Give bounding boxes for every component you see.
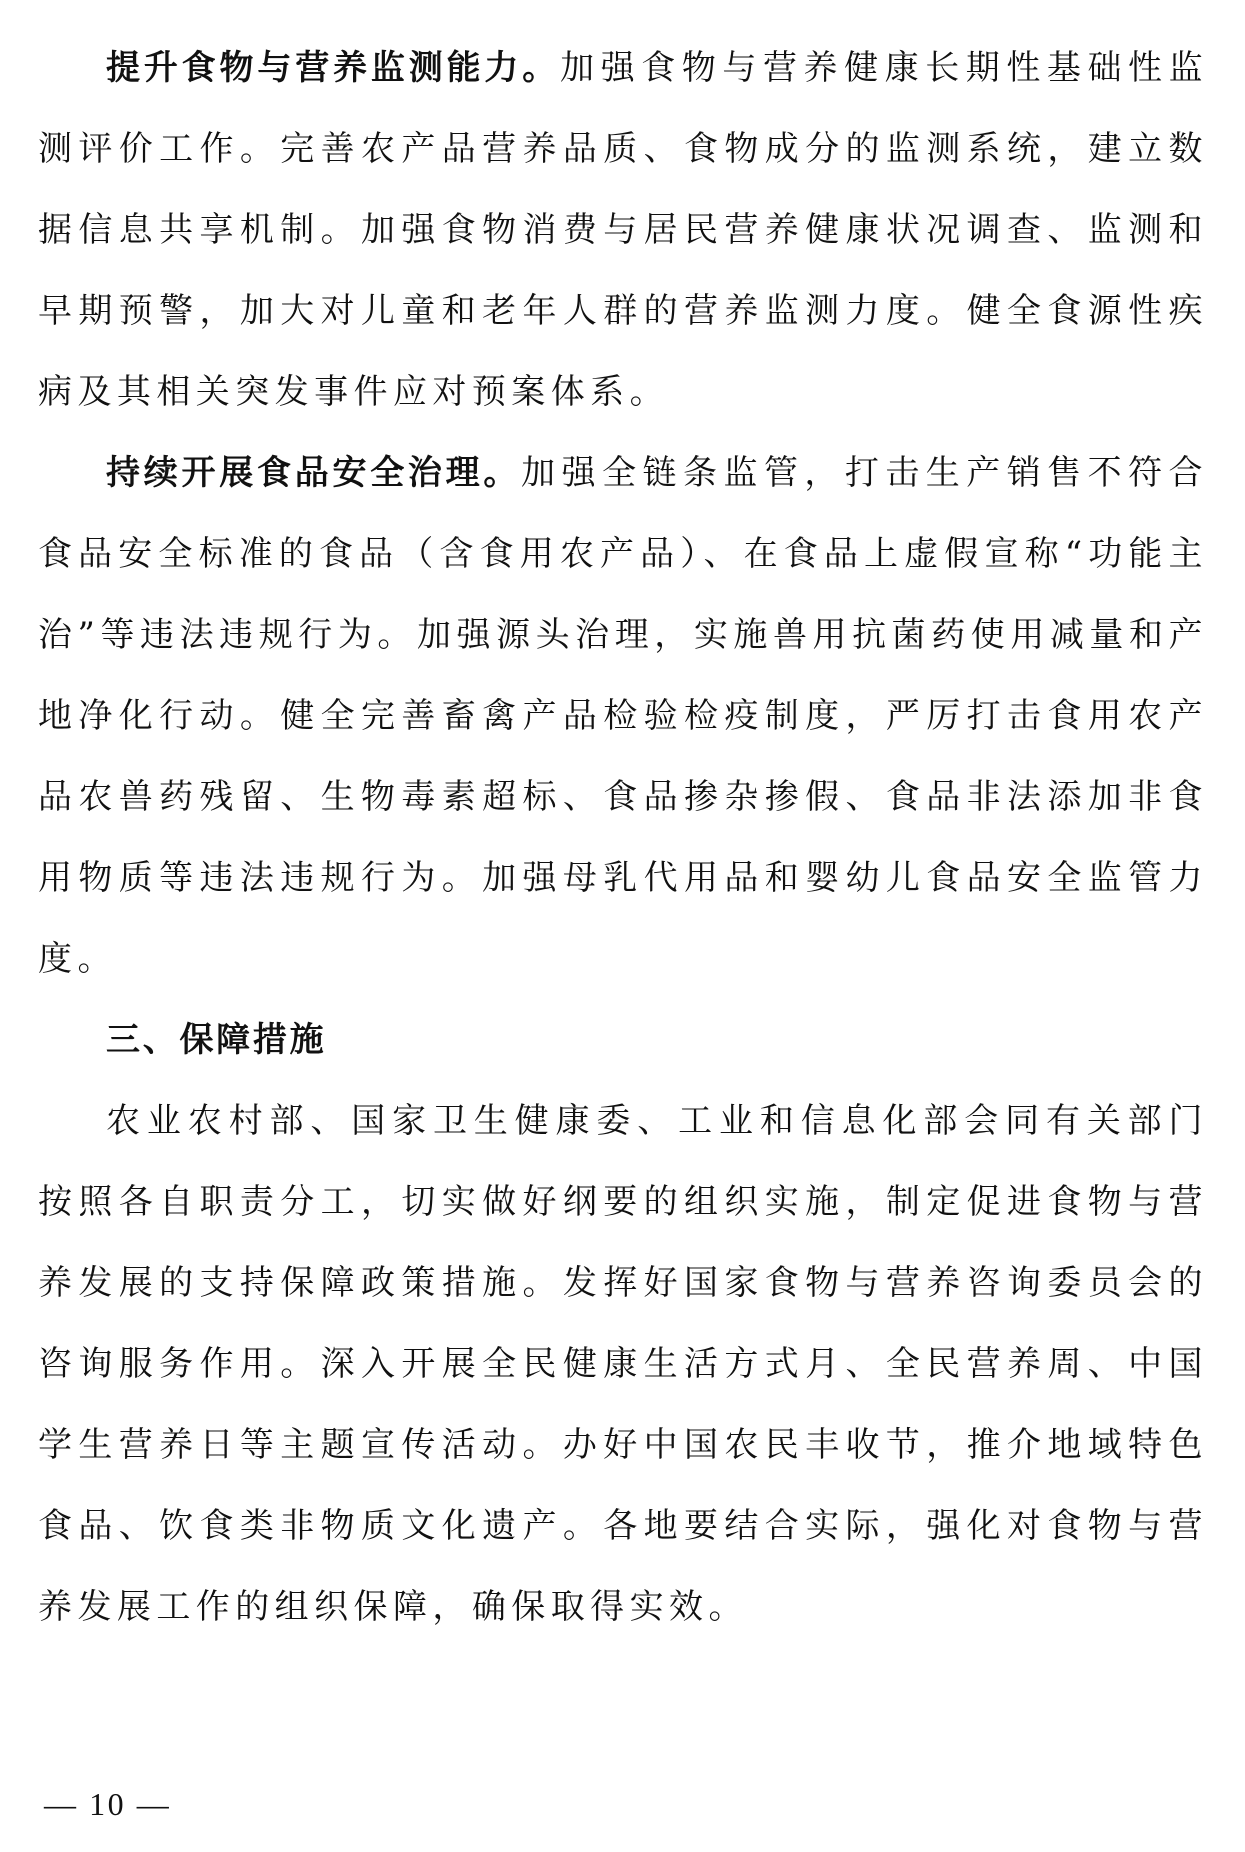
paragraph-lead-nutrition-monitoring: 提升食物与营养监测能力。 [106,48,561,88]
paragraph-food-safety [38,433,1208,1000]
page-number: — 10 — [44,1786,172,1822]
paragraph-lead-food-safety: 持续开展食品安全治理。 [106,453,522,493]
paragraph-safeguard-measures: 农业农村部、国家卫生健康委、工业和信息化部会同有关部门按照各自职责分工，切实做好纲要的组织实施，制定促进食物与营养发展的支持保障政策措施。发挥好国家食物与营养咨询委员会的咨询服务作用。深入开展全民健康生活方式月、全民营养周、中国学生营养日等主题宣传活动。办好中国农民丰收节，推介地域特色食品、饮食类非物质文化遗产。各地要结合实际，强化对食物与营养发展工作的组织保障，确保取得实效。 [38,1101,1208,1627]
paragraph-body-nutrition-monitoring: 加强食物与营养健康长期性基础性监测评价工作。完善农产品营养品质、食物成分的监测系统，建立数据信息共享机制。加强食物消费与居民营养健康状况调查、监测和早期预警，加大对儿童和老年人群的营养监测力度。健全食源性疾病及其相关突发事件应对预案体系。 [38,48,1209,412]
section-heading: 三、保障措施 [106,1020,327,1060]
paragraph-body-food-safety: 加强全链条监管，打击生产销售不符合食品安全标准的食品（含食用农产品）、在食品上虚假宣称“功能主治”等违法违规行为。加强源头治理，实施兽用抗菌药使用减量和产地净化行动。健全完善畜禽产品检验检疫制度，严厉打击食用农产品农兽药残留、生物毒素超标、食品掺杂掺假、食品非法添加非食用物质等违法违规行为。加强母乳代用品和婴幼儿食品安全监管力度。 [38,453,1209,979]
paragraph-nutrition-monitoring [38,28,1208,433]
document-page [38,28,1208,1648]
